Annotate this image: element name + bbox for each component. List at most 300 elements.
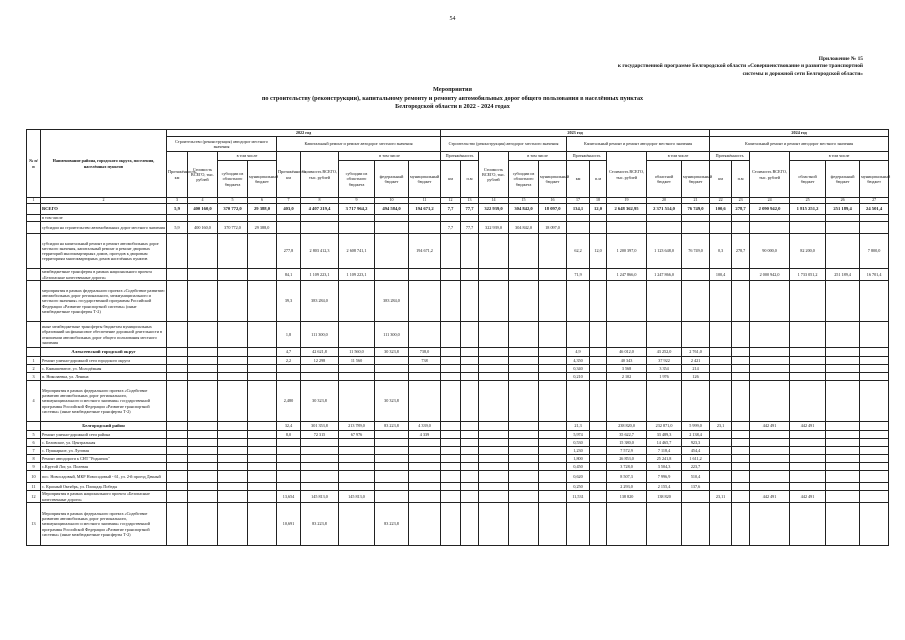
- cell-col-20: 3 354: [647, 365, 682, 373]
- row-number: [27, 222, 41, 234]
- cell-col-20: 3 504,3: [647, 463, 682, 471]
- cell-col-15: [509, 483, 539, 491]
- cell-col-23: [732, 222, 750, 234]
- cell-col-21: [682, 503, 710, 546]
- cell-col-15: [509, 348, 539, 357]
- row-number: [27, 234, 41, 269]
- table-row-r4: [27, 381, 889, 422]
- row-number: [27, 422, 41, 431]
- cell-col-19: 2 102: [607, 373, 647, 381]
- cell-col-19: [607, 503, 647, 546]
- cell-col-12: [441, 348, 461, 357]
- cell-col-15: [509, 357, 539, 365]
- column-number: 12: [441, 198, 461, 204]
- cell-col-27: [860, 322, 889, 348]
- cell-col-25: [790, 503, 826, 546]
- cell-col-10: [375, 471, 409, 483]
- cell-col-21: 76 749,0: [682, 234, 710, 269]
- cell-col-22: [710, 365, 732, 373]
- cell-col-21: [682, 381, 710, 422]
- column-number: 26: [826, 198, 860, 204]
- cell-col-11: [409, 215, 441, 222]
- cell-col-8: [301, 463, 339, 471]
- row-name: субсидии на строительство автомобильных дорог местного значения: [41, 222, 167, 234]
- cell-col-5: [218, 215, 248, 222]
- cell-col-9: [339, 215, 375, 222]
- cell-col-20: 1 123 648,0: [647, 234, 682, 269]
- cell-col-19: 40 343: [607, 357, 647, 365]
- cell-col-6: [248, 471, 277, 483]
- cell-col-3: 5,9: [167, 222, 188, 234]
- cell-col-19: 1 247 866,0: [607, 269, 647, 281]
- cell-col-26: [826, 503, 860, 546]
- column-number: 16: [539, 198, 567, 204]
- cell-col-18: [590, 222, 607, 234]
- cell-col-8: 2 803 412,3: [301, 234, 339, 269]
- cell-col-17: 0,530: [567, 439, 590, 447]
- cell-col-15: [509, 365, 539, 373]
- cell-col-17: 1,230: [567, 447, 590, 455]
- cell-col-27: [860, 215, 889, 222]
- cell-col-23: [732, 381, 750, 422]
- cell-col-24: [750, 471, 790, 483]
- h-2022-r-len: Протяжённость, км: [277, 152, 301, 198]
- cell-col-11: [409, 322, 441, 348]
- cell-col-11: 4 339,0: [409, 422, 441, 431]
- header-2023-repair: Капитальный ремонт и ремонт автодорог местного значения: [567, 137, 710, 152]
- cell-col-9: [339, 455, 375, 463]
- cell-col-17: 0,210: [567, 373, 590, 381]
- cell-col-22: [710, 439, 732, 447]
- h-2022-r-cost: Стоимость ВСЕГО, тыс. рублей: [301, 152, 339, 198]
- table-row-r2: [27, 365, 889, 373]
- column-number: 27: [860, 198, 889, 204]
- cell-col-18: [590, 471, 607, 483]
- title-line-2: по строительству (реконструкции), капитальному ремонту и ремонту автомобильных дорог общего пользования в населённых пунктах: [261, 94, 644, 102]
- cell-col-19: 3 568: [607, 365, 647, 373]
- row-number: 12: [27, 491, 41, 503]
- cell-col-4: [188, 373, 218, 381]
- table-body: [27, 198, 889, 546]
- cell-col-14: [479, 322, 509, 348]
- cell-col-22: 23,1: [710, 422, 732, 431]
- h-2022-r-sub: субсидии из областного бюджета: [339, 161, 375, 198]
- row-name: мероприятия в рамках федерального проекта «Содействие развитию автомобильных дорог регионального, межмуниципального и местного значения» государственной программы Российской Федерации «Развитие транспортной системы» (иные межбюджетные трансферты Т-2): [41, 281, 167, 322]
- cell-col-17: 4,350: [567, 357, 590, 365]
- h-2022-c-mun: муниципальный бюджет: [248, 161, 277, 198]
- h-2023-r-cost: Стоимость ВСЕГО, тыс. рублей: [607, 152, 647, 198]
- cell-col-22: [710, 281, 732, 322]
- appendix-line-2: к государственной программе Белгородской области «Совершенствование и развитие транспортной: [617, 63, 863, 70]
- cell-col-25: [790, 222, 826, 234]
- cell-col-25: [790, 483, 826, 491]
- h-2023-c-pm: п.м: [461, 161, 479, 198]
- cell-col-23: [732, 215, 750, 222]
- cell-col-27: [860, 471, 889, 483]
- cell-col-10: [375, 455, 409, 463]
- column-number: 24: [750, 198, 790, 204]
- cell-col-14: [479, 431, 509, 439]
- cell-col-22: [710, 483, 732, 491]
- cell-col-7: [277, 483, 301, 491]
- cell-col-22: 23,11: [710, 491, 732, 503]
- row-number: 13: [27, 503, 41, 546]
- cell-col-26: [826, 463, 860, 471]
- row-number: [27, 204, 41, 215]
- table-row-r-sub-repair: [27, 234, 889, 269]
- row-name: Ремонт улично-дорожной сети городского округа: [41, 357, 167, 365]
- cell-col-8: 83 223,8: [301, 503, 339, 546]
- row-number: [27, 322, 41, 348]
- h-2023-r-inthat: в том числе: [647, 152, 710, 161]
- cell-col-7: [277, 373, 301, 381]
- cell-col-8: 301 353,8: [301, 422, 339, 431]
- cell-col-6: [248, 365, 277, 373]
- cell-col-5: 370 772,0: [218, 204, 248, 215]
- cell-col-18: [590, 269, 607, 281]
- row-name: п. Николаевка, ул. Ленина: [41, 373, 167, 381]
- cell-col-15: [509, 281, 539, 322]
- row-name: с. Камышеватое, ул. Молодёжная: [41, 365, 167, 373]
- cell-col-13: [461, 215, 479, 222]
- cell-col-12: [441, 447, 461, 455]
- header-name: Наименование района, городского округа, поселения, населённых пунктов: [41, 130, 167, 198]
- cell-col-27: [860, 381, 889, 422]
- cell-col-18: [590, 422, 607, 431]
- cell-col-14: [479, 269, 509, 281]
- cell-col-10: 383 284,0: [375, 281, 409, 322]
- cell-col-4: [188, 348, 218, 357]
- cell-col-25: 442 491: [790, 422, 826, 431]
- cell-col-12: [441, 373, 461, 381]
- cell-col-9: 3 717 964,2: [339, 204, 375, 215]
- cell-col-16: [539, 234, 567, 269]
- cell-col-14: [479, 381, 509, 422]
- cell-col-22: [710, 373, 732, 381]
- cell-col-6: [248, 491, 277, 503]
- cell-col-21: 510,4: [682, 471, 710, 483]
- cell-col-12: [441, 281, 461, 322]
- cell-col-18: [590, 439, 607, 447]
- cell-col-18: [590, 365, 607, 373]
- row-number: 11: [27, 483, 41, 491]
- cell-col-7: 4,7: [277, 348, 301, 357]
- cell-col-22: [710, 455, 732, 463]
- cell-col-12: [441, 215, 461, 222]
- cell-col-26: [826, 222, 860, 234]
- cell-col-10: [375, 365, 409, 373]
- cell-col-19: 26 853,0: [607, 455, 647, 463]
- cell-col-9: 213 789,0: [339, 422, 375, 431]
- cell-col-25: [790, 463, 826, 471]
- cell-col-5: [218, 348, 248, 357]
- cell-col-13: 77,7: [461, 222, 479, 234]
- cell-col-26: [826, 483, 860, 491]
- cell-col-5: [218, 381, 248, 422]
- cell-col-23: [732, 281, 750, 322]
- column-number: 14: [479, 198, 509, 204]
- cell-col-13: [461, 365, 479, 373]
- cell-col-3: [167, 491, 188, 503]
- cell-col-10: [375, 373, 409, 381]
- cell-col-12: [441, 234, 461, 269]
- table-row-r5: [27, 431, 889, 439]
- cell-col-13: [461, 422, 479, 431]
- cell-col-6: [248, 439, 277, 447]
- row-name: Мероприятия в рамках федерального проекта «Содействие развитию автомобильных дорог регионального, межмуниципального и местного значения» государственной программы Российской Федерации «Развитие транспортной системы» (иные межбюджетные трансферты Т-2): [41, 381, 167, 422]
- cell-col-17: 134,1: [567, 204, 590, 215]
- cell-col-18: [590, 463, 607, 471]
- cell-col-25: [790, 471, 826, 483]
- column-number: 10: [375, 198, 409, 204]
- cell-col-11: 194 671,2: [409, 234, 441, 269]
- cell-col-13: [461, 491, 479, 503]
- table-row-r1: [27, 357, 889, 365]
- cell-col-14: [479, 365, 509, 373]
- cell-col-27: [860, 447, 889, 455]
- cell-col-14: [479, 357, 509, 365]
- cell-col-13: [461, 269, 479, 281]
- cell-col-3: [167, 365, 188, 373]
- cell-col-21: 923,3: [682, 439, 710, 447]
- cell-col-16: [539, 483, 567, 491]
- cell-col-23: [732, 463, 750, 471]
- cell-col-3: [167, 471, 188, 483]
- cell-col-9: [339, 222, 375, 234]
- cell-col-15: [509, 422, 539, 431]
- cell-col-14: 322 939,0: [479, 222, 509, 234]
- cell-col-17: [567, 503, 590, 546]
- column-number: 15: [509, 198, 539, 204]
- h-2022-c-sub: субсидии из областного бюджета: [218, 161, 248, 198]
- cell-col-17: 11,531: [567, 491, 590, 503]
- cell-col-15: [509, 381, 539, 422]
- cell-col-18: [590, 483, 607, 491]
- cell-col-10: 30 323,8: [375, 381, 409, 422]
- row-number: [27, 281, 41, 322]
- cell-col-3: [167, 447, 188, 455]
- cell-col-19: [607, 322, 647, 348]
- cell-col-11: [409, 483, 441, 491]
- cell-col-14: [479, 234, 509, 269]
- table-row-r11: [27, 483, 889, 491]
- cell-col-4: [188, 269, 218, 281]
- cell-col-20: 138 820: [647, 491, 682, 503]
- cell-col-9: 11 560: [339, 357, 375, 365]
- cell-col-5: [218, 503, 248, 546]
- cell-col-20: 7 118,4: [647, 447, 682, 455]
- cell-col-18: [590, 431, 607, 439]
- cell-col-26: [826, 373, 860, 381]
- program-table: [26, 129, 889, 546]
- cell-col-16: [539, 381, 567, 422]
- cell-col-8: [301, 222, 339, 234]
- row-number: 1: [27, 357, 41, 365]
- cell-col-15: [509, 215, 539, 222]
- cell-col-14: [479, 491, 509, 503]
- cell-col-9: [339, 381, 375, 422]
- cell-col-6: [248, 381, 277, 422]
- row-name: с.Крутой Лог, ул. Полевая: [41, 463, 167, 471]
- cell-col-13: [461, 463, 479, 471]
- cell-col-20: 232 871,0: [647, 422, 682, 431]
- cell-col-12: [441, 483, 461, 491]
- cell-col-18: [590, 491, 607, 503]
- cell-col-24: [750, 503, 790, 546]
- cell-col-20: 37 922: [647, 357, 682, 365]
- cell-col-13: [461, 234, 479, 269]
- row-name: с. Красный Октябрь, ул. Площадь Победы: [41, 483, 167, 491]
- cell-col-15: [509, 234, 539, 269]
- cell-col-4: 400 160,0: [188, 204, 218, 215]
- cell-col-27: [860, 281, 889, 322]
- cell-col-27: [860, 483, 889, 491]
- cell-col-19: 7 572,9: [607, 447, 647, 455]
- cell-col-12: 7,7: [441, 222, 461, 234]
- cell-col-6: [248, 431, 277, 439]
- cell-col-9: [339, 463, 375, 471]
- cell-col-7: 2,480: [277, 381, 301, 422]
- cell-col-9: 2 608 741,1: [339, 234, 375, 269]
- cell-col-3: [167, 322, 188, 348]
- cell-col-13: [461, 471, 479, 483]
- cell-col-6: [248, 463, 277, 471]
- h-2022-c-len: Протяжённость, км: [167, 152, 188, 198]
- appendix-line-1: Приложение № 15: [818, 56, 863, 62]
- column-number: 23: [732, 198, 750, 204]
- cell-col-15: [509, 491, 539, 503]
- cell-col-21: 126: [682, 373, 710, 381]
- cell-col-12: [441, 422, 461, 431]
- cell-col-6: [248, 234, 277, 269]
- column-number: 19: [607, 198, 647, 204]
- cell-col-15: [509, 447, 539, 455]
- cell-col-23: [732, 373, 750, 381]
- cell-col-16: 18 097,0: [539, 204, 567, 215]
- column-number: 9: [339, 198, 375, 204]
- cell-col-10: [375, 357, 409, 365]
- table-row-r9: [27, 463, 889, 471]
- table-row-r8: [27, 455, 889, 463]
- cell-col-13: [461, 503, 479, 546]
- cell-col-4: [188, 422, 218, 431]
- cell-col-13: [461, 357, 479, 365]
- cell-col-16: [539, 281, 567, 322]
- cell-col-9: [339, 281, 375, 322]
- row-number: 6: [27, 439, 41, 447]
- cell-col-17: 71,9: [567, 269, 590, 281]
- row-name: Ремонт улично-дорожной сети района: [41, 431, 167, 439]
- cell-col-15: [509, 471, 539, 483]
- cell-col-8: [301, 447, 339, 455]
- table-row-r13: [27, 503, 889, 546]
- cell-col-19: 35 622,7: [607, 431, 647, 439]
- cell-col-4: [188, 439, 218, 447]
- cell-col-25: [790, 357, 826, 365]
- cell-col-6: 29 388,0: [248, 204, 277, 215]
- cell-col-9: 1 109 223,1: [339, 269, 375, 281]
- cell-col-24: 90 000,0: [750, 234, 790, 269]
- cell-col-12: 7,7: [441, 204, 461, 215]
- cell-col-16: [539, 455, 567, 463]
- column-number: 13: [461, 198, 479, 204]
- cell-col-23: [732, 357, 750, 365]
- cell-col-16: 18 097,0: [539, 222, 567, 234]
- cell-col-10: [375, 447, 409, 455]
- cell-col-25: [790, 215, 826, 222]
- cell-col-6: [248, 348, 277, 357]
- cell-col-9: [339, 447, 375, 455]
- cell-col-22: 100,6: [710, 204, 732, 215]
- cell-col-14: [479, 503, 509, 546]
- cell-col-7: [277, 455, 301, 463]
- cell-col-9: 67 976: [339, 431, 375, 439]
- cell-col-10: [375, 483, 409, 491]
- header-num: № п/п: [27, 130, 41, 198]
- cell-col-20: [647, 222, 682, 234]
- cell-col-7: [277, 447, 301, 455]
- cell-col-14: [479, 471, 509, 483]
- cell-col-27: [860, 422, 889, 431]
- cell-col-14: [479, 348, 509, 357]
- cell-col-6: [248, 483, 277, 491]
- cell-col-18: [590, 281, 607, 322]
- cell-col-25: [790, 348, 826, 357]
- cell-col-14: [479, 422, 509, 431]
- page-number: 54: [449, 16, 456, 22]
- h-2024-reg: областной бюджет: [790, 161, 826, 198]
- cell-col-3: [167, 431, 188, 439]
- cell-col-5: [218, 281, 248, 322]
- cell-col-7: [277, 215, 301, 222]
- cell-col-12: [441, 269, 461, 281]
- cell-col-19: 3 728,0: [607, 463, 647, 471]
- cell-col-24: [750, 365, 790, 373]
- cell-col-21: 137,6: [682, 483, 710, 491]
- cell-col-20: [647, 322, 682, 348]
- cell-col-16: [539, 269, 567, 281]
- cell-col-13: [461, 373, 479, 381]
- cell-col-5: [218, 422, 248, 431]
- cell-col-9: [339, 439, 375, 447]
- row-number: 8: [27, 455, 41, 463]
- cell-col-19: 138 820: [607, 491, 647, 503]
- cell-col-17: [567, 215, 590, 222]
- cell-col-19: [607, 281, 647, 322]
- cell-col-26: [826, 357, 860, 365]
- row-name: межбюджетные трансферты в рамках национального проекта «Безопасные качественные дороги»: [41, 269, 167, 281]
- cell-col-7: 84,1: [277, 269, 301, 281]
- cell-col-27: [860, 357, 889, 365]
- cell-col-17: 0,620: [567, 471, 590, 483]
- cell-col-25: 1 815 251,2: [790, 204, 826, 215]
- cell-col-12: [441, 491, 461, 503]
- row-name: Ремонт автодороги к СНТ "Родничок": [41, 455, 167, 463]
- cell-col-16: [539, 422, 567, 431]
- cell-col-15: 304 842,0: [509, 204, 539, 215]
- cell-col-13: [461, 348, 479, 357]
- cell-col-17: 1,800: [567, 455, 590, 463]
- cell-col-10: [375, 491, 409, 503]
- column-number: 17: [567, 198, 590, 204]
- column-number: 25: [790, 198, 826, 204]
- cell-col-21: [682, 215, 710, 222]
- h-2024-len: Протяжённость: [710, 152, 750, 161]
- cell-col-18: 12,0: [590, 204, 607, 215]
- cell-col-12: [441, 455, 461, 463]
- cell-col-9: [339, 365, 375, 373]
- cell-col-11: [409, 491, 441, 503]
